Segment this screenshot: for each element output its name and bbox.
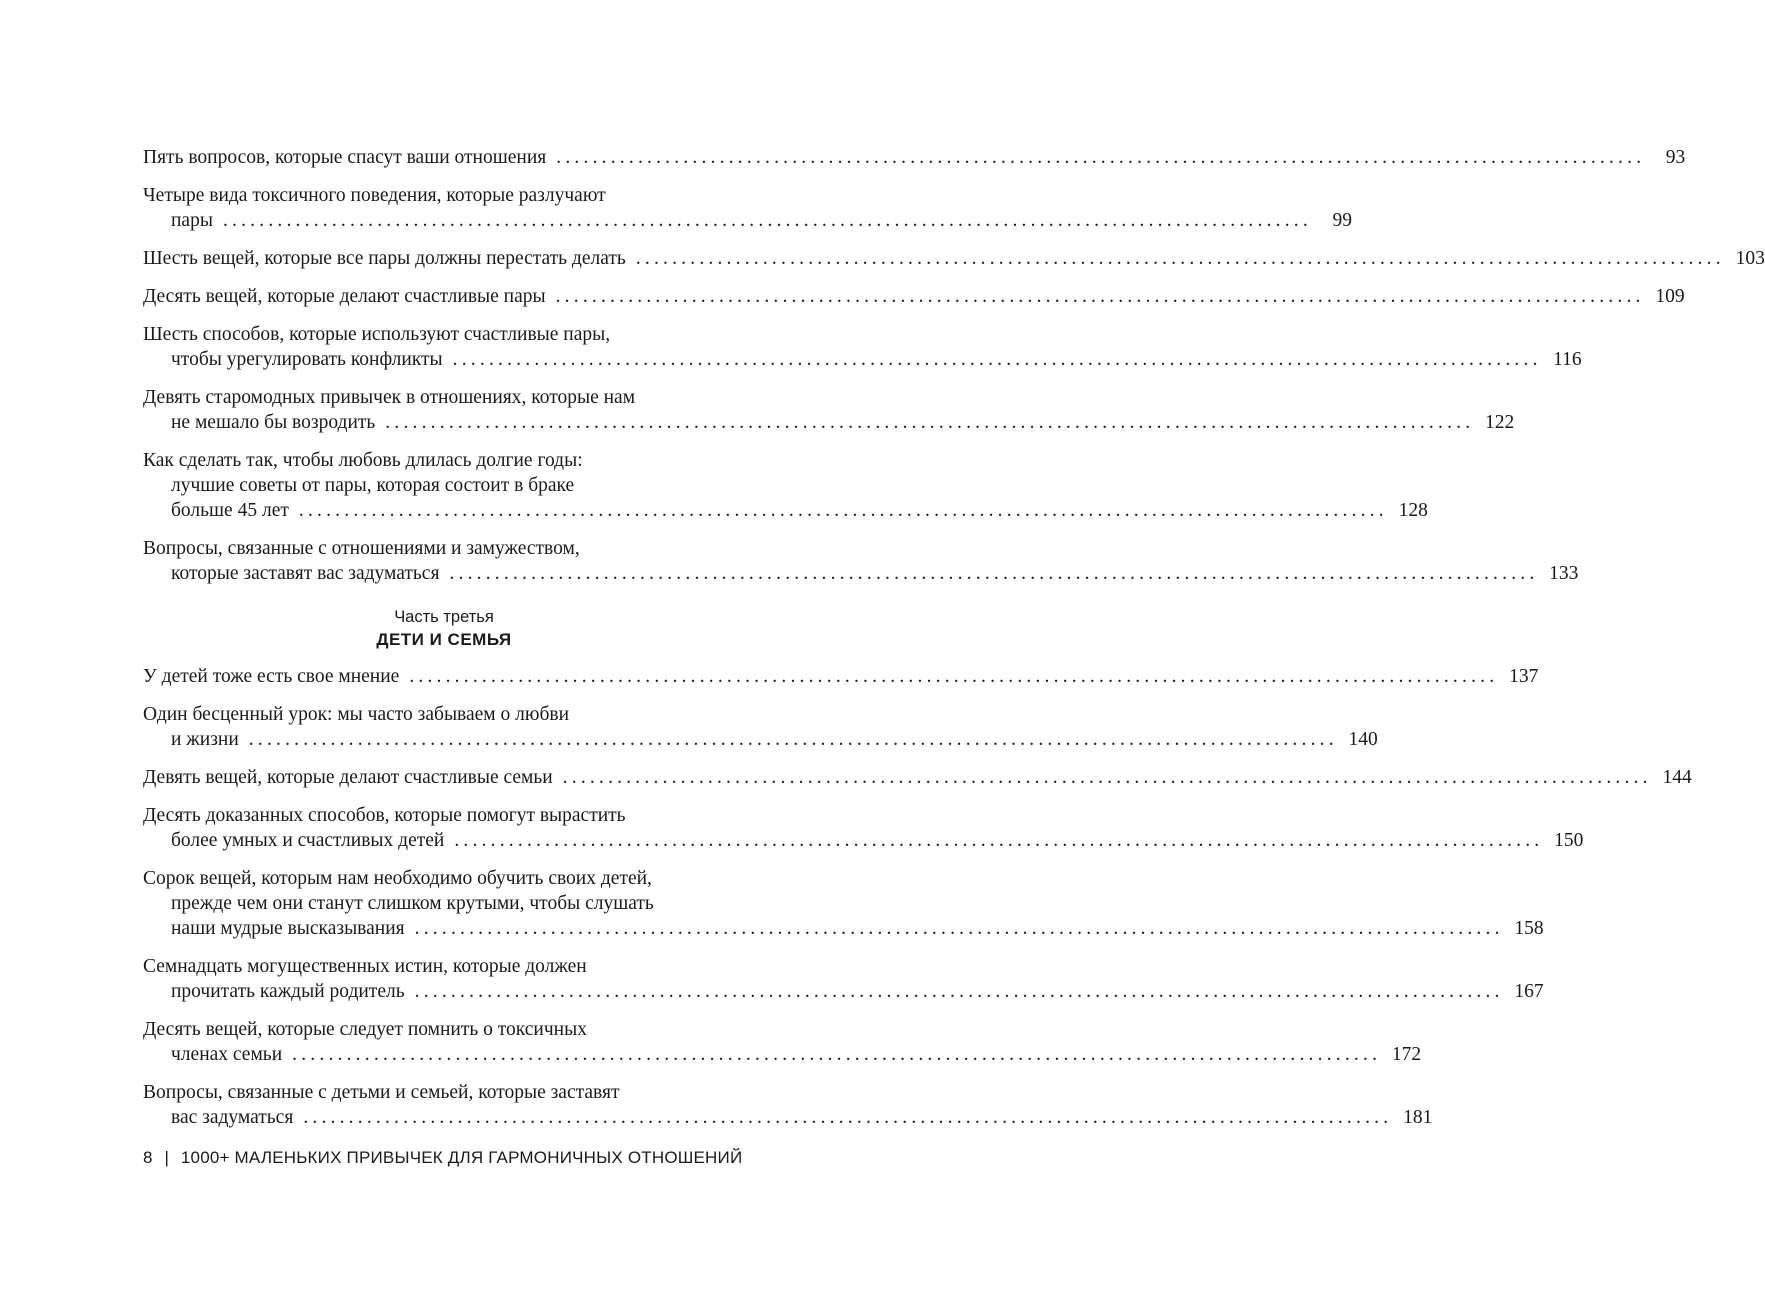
toc-entry-title-line: Шесть способов, которые используют счастливые пары, (143, 324, 611, 345)
toc-entry-last-line (143, 145, 1686, 170)
toc-part3-list (143, 664, 1692, 1130)
page-number: 8 (143, 1148, 153, 1167)
toc-entry-last-line (143, 664, 1539, 689)
toc-entry (143, 145, 1686, 170)
dot-leader: ........................................................................................................................ (414, 981, 1504, 1002)
toc-entry (143, 702, 1378, 752)
running-title: 1000+ МАЛЕНЬКИХ ПРИВЫЧЕК ДЛЯ ГАРМОНИЧНЫХ ОТНОШЕНИЙ (180, 1148, 743, 1167)
toc-page-number: 128 (1398, 500, 1428, 521)
toc-entry-title-line: Девять вещей, которые делают счастливые семьи (143, 767, 553, 788)
toc-entry-title-line: более умных и счастливых детей (171, 830, 445, 851)
toc-entry-title-line: не мешало бы возродить (171, 412, 376, 433)
dot-leader: ........................................................................................................................ (454, 830, 1544, 851)
footer-separator: | (164, 1148, 169, 1167)
dot-leader: ........................................................................................................................ (635, 248, 1725, 269)
toc-entry-title-line: Вопросы, связанные с отношениями и замужеством, (143, 538, 580, 559)
toc-entry (143, 765, 1692, 790)
toc-entry-last-line (143, 410, 1515, 435)
toc-entry-title-line: Четыре вида токсичного поведения, которые разлучают (143, 185, 606, 206)
toc-entry-last-line (143, 208, 1352, 233)
toc-entry-title-line: У детей тоже есть свое мнение (143, 666, 400, 687)
dot-leader: ........................................................................................................................ (303, 1107, 1393, 1128)
toc-page-number: 93 (1665, 147, 1686, 168)
dot-leader: ........................................................................................................................ (556, 147, 1646, 168)
dot-leader: ........................................................................................................................ (555, 286, 1645, 307)
toc-entry-title-line: чтобы урегулировать конфликты (171, 349, 443, 370)
toc-entry (143, 183, 1352, 233)
toc-entry-title-line: Десять доказанных способов, которые помогут вырастить (143, 805, 626, 826)
toc-entry-title-line: Десять вещей, которые делают счастливые пары (143, 286, 546, 307)
toc-page-number: 167 (1514, 981, 1544, 1002)
toc-entry-title-line: Девять старомодных привычек в отношениях, которые нам (143, 387, 636, 408)
toc-page-number: 144 (1662, 767, 1692, 788)
toc-entry-title-line: Один бесценный урок: мы часто забываем о любви (143, 704, 570, 725)
dot-leader: ........................................................................................................................ (409, 666, 1499, 687)
toc-entry-title-line: Вопросы, связанные с детьми и семьей, которые заставят (143, 1082, 620, 1103)
toc-entry-title-line: Семнадцать могущественных истин, которые должен (143, 956, 587, 977)
dot-leader: ........................................................................................................................ (298, 500, 1388, 521)
toc-entry-last-line (143, 828, 1584, 853)
toc-page-number: 122 (1485, 412, 1515, 433)
toc-entry (143, 866, 1544, 941)
dot-leader: ........................................................................................................................ (452, 349, 1542, 370)
toc-page-number: 137 (1509, 666, 1539, 687)
toc-page-number: 99 (1332, 210, 1352, 231)
toc-entry-title-line: Шесть вещей, которые все пары должны перестать делать (143, 248, 626, 269)
toc-entry-title-line: Десять вещей, которые следует помнить о токсичных (143, 1019, 587, 1040)
part-title: ДЕТИ И СЕМЬЯ (376, 630, 512, 649)
toc-entry (143, 322, 1582, 372)
toc-entry-title-line: Как сделать так, чтобы любовь длилась долгие годы: (143, 450, 583, 471)
toc-page-number: 158 (1514, 918, 1544, 939)
dot-leader: ........................................................................................................................ (414, 918, 1504, 939)
toc-page-number: 109 (1655, 286, 1685, 307)
toc-entry-title-line: Пять вопросов, которые спасут ваши отношения (143, 147, 547, 168)
toc-page-number: 103 (1735, 248, 1765, 269)
toc-entry-last-line (143, 1105, 1433, 1130)
dot-leader: ........................................................................................................................ (292, 1044, 1382, 1065)
toc-entry (143, 954, 1544, 1004)
toc-entry-title-line: наши мудрые высказывания (171, 918, 405, 939)
toc-entry (143, 664, 1539, 689)
toc-page-number: 116 (1553, 349, 1582, 370)
toc-page-number: 133 (1549, 563, 1579, 584)
toc-entry-title-line: и жизни (171, 729, 239, 750)
toc-entry (143, 284, 1685, 309)
toc-entry-last-line (143, 1042, 1422, 1067)
toc-entry (143, 536, 1579, 586)
table-of-contents (143, 145, 1765, 1143)
toc-page-number: 140 (1348, 729, 1378, 750)
toc-entry-last-line (143, 979, 1544, 1004)
toc-entry (143, 448, 1428, 523)
toc-page-number: 150 (1554, 830, 1584, 851)
toc-entry-title-line: которые заставят вас задуматься (171, 563, 440, 584)
toc-entry-last-line (143, 561, 1579, 586)
toc-entry-last-line (143, 765, 1692, 790)
part-heading (143, 606, 745, 652)
toc-entry-title-line: больше 45 лет (171, 500, 289, 521)
toc-entry-title-line: пары (171, 210, 213, 231)
toc-page-number: 181 (1403, 1107, 1433, 1128)
toc-entry-last-line (143, 727, 1378, 752)
dot-leader: ........................................................................................................................ (222, 210, 1312, 231)
toc-entry-title-line: прочитать каждый родитель (171, 981, 405, 1002)
toc-entry-title-line: прежде чем они станут слишком крутыми, чтобы слушать (171, 893, 654, 914)
toc-entry-last-line (143, 246, 1765, 271)
part-label: Часть третья (394, 608, 494, 626)
dot-leader: ........................................................................................................................ (248, 729, 1338, 750)
toc-part2-list (143, 145, 1765, 586)
toc-page-number: 172 (1391, 1044, 1422, 1065)
toc-entry-title-line: членах семьи (171, 1044, 283, 1065)
toc-entry-last-line (143, 916, 1544, 941)
toc-entry-title-line: вас задуматься (171, 1107, 294, 1128)
toc-entry (143, 246, 1765, 271)
toc-entry (143, 1080, 1433, 1130)
dot-leader: ........................................................................................................................ (449, 563, 1539, 584)
page-footer (143, 1148, 742, 1168)
toc-entry (143, 1017, 1422, 1067)
toc-entry-last-line (143, 347, 1582, 372)
dot-leader: ........................................................................................................................ (385, 412, 1475, 433)
dot-leader: ........................................................................................................................ (562, 767, 1652, 788)
toc-entry-last-line (143, 284, 1685, 309)
toc-entry-title-line: Сорок вещей, которым нам необходимо обучить своих детей, (143, 868, 652, 889)
toc-entry-last-line (143, 498, 1428, 523)
toc-entry-title-line: лучшие советы от пары, которая состоит в браке (171, 475, 575, 496)
toc-entry (143, 385, 1515, 435)
toc-entry (143, 803, 1584, 853)
